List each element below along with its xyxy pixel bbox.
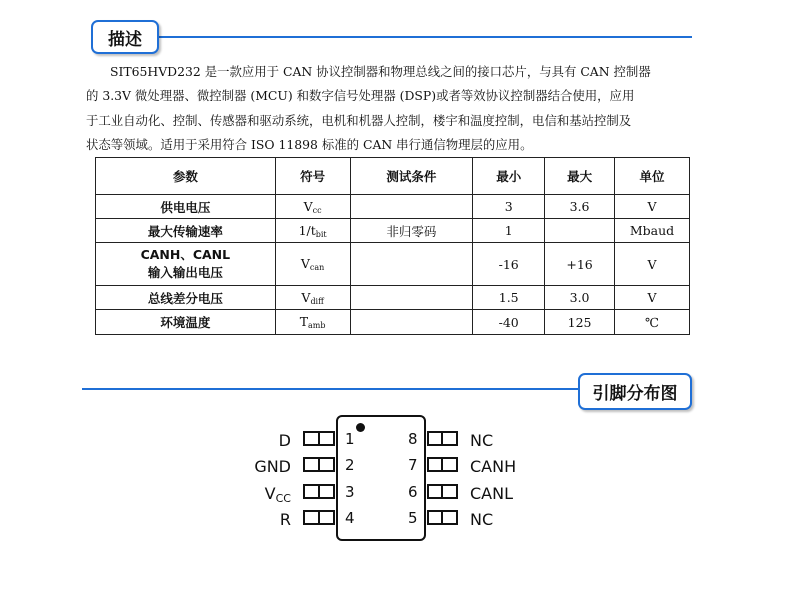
table-row <box>96 310 690 335</box>
param-cell: 总线差分电压 <box>96 286 276 310</box>
param-cell: 环境温度 <box>96 310 276 335</box>
pin-label: CANL <box>470 484 513 503</box>
pin-pad <box>318 457 335 472</box>
table-row <box>96 243 690 286</box>
unit-cell: V <box>615 243 690 286</box>
pin-number: 3 <box>345 483 355 501</box>
condition-cell <box>350 243 473 286</box>
column-header: 最小 <box>473 158 545 195</box>
pin-label: D <box>278 431 291 450</box>
section-title-text: 引脚分布图 <box>592 384 678 404</box>
pin-number: 8 <box>408 430 418 448</box>
table-header-row <box>96 158 690 195</box>
paragraph-line: 于工业自动化、控制、传感器和驱动系统，电机和机器人控制，楼宇和温度控制，电信和基站控制及 <box>86 112 632 128</box>
section-title-description <box>91 20 159 54</box>
max-cell: 3.6 <box>545 195 615 219</box>
pin-label: GND <box>254 457 291 476</box>
min-cell: -40 <box>473 310 545 335</box>
pin-label: R <box>279 510 291 529</box>
max-cell <box>545 219 615 243</box>
max-cell: 125 <box>545 310 615 335</box>
pin-pad <box>441 431 458 446</box>
min-cell: -16 <box>473 243 545 286</box>
table-row <box>96 286 690 310</box>
symbol-cell: $V_{can}$ <box>275 243 350 286</box>
pin-label: NC <box>470 510 494 529</box>
symbol-cell: $V_{cc}$ <box>275 195 350 219</box>
paragraph-line: 的 3.3V 微处理器、微控制器 (MCU) 和数字信号处理器 (DSP)或者等效协议控制器结合使用，应用 <box>86 88 635 104</box>
section-divider-line <box>82 388 578 390</box>
pin-pad <box>441 510 458 525</box>
section-divider-line <box>156 36 692 38</box>
section-title-pinout <box>578 373 692 410</box>
section-title-text: 描述 <box>108 29 142 50</box>
paragraph-line: 状态等领域。适用于采用符合 ISO 11898 标准的 CAN 串行通信物理层的应用。 <box>86 137 533 153</box>
unit-cell: ℃ <box>615 310 690 335</box>
pin-pad <box>318 510 335 525</box>
unit-cell: V <box>615 286 690 310</box>
condition-cell <box>350 195 473 219</box>
param-cell: 供电电压 <box>96 195 276 219</box>
paragraph-line: SIT65HVD232 是一款应用于 CAN 协议控制器和物理总线之间的接口芯片，与具有 CAN 控制器 <box>110 64 651 79</box>
pin-number: 5 <box>408 509 418 527</box>
column-header: 单位 <box>615 158 690 195</box>
condition-cell <box>350 286 473 310</box>
max-cell: +16 <box>545 243 615 286</box>
pin-number: 7 <box>408 456 418 474</box>
min-cell: 3 <box>473 195 545 219</box>
pin-number: 6 <box>408 483 418 501</box>
column-header: 测试条件 <box>350 158 473 195</box>
table-row <box>96 195 690 219</box>
symbol-cell: $T_{amb}$ <box>275 310 350 335</box>
min-cell: 1 <box>473 219 545 243</box>
pin-label: NC <box>470 431 494 450</box>
pin-label: CANH <box>470 457 517 476</box>
min-cell: 1.5 <box>473 286 545 310</box>
pin-number: 1 <box>345 430 355 448</box>
unit-cell: V <box>615 195 690 219</box>
pin-pad <box>441 457 458 472</box>
pin-pad <box>318 484 335 499</box>
pin-number: 4 <box>345 509 355 527</box>
parameters-table <box>95 157 690 335</box>
pin1-marker-dot <box>356 423 365 432</box>
symbol-cell: $1/t_{bit}$ <box>275 219 350 243</box>
pin-pad <box>441 484 458 499</box>
column-header: 符号 <box>275 158 350 195</box>
pin-pad <box>318 431 335 446</box>
description-paragraph <box>86 60 702 158</box>
condition-cell: 非归零码 <box>350 219 473 243</box>
condition-cell <box>350 310 473 335</box>
column-header: 最大 <box>545 158 615 195</box>
max-cell: 3.0 <box>545 286 615 310</box>
unit-cell: Mbaud <box>615 219 690 243</box>
column-header: 参数 <box>96 158 276 195</box>
param-cell: 最大传输速率 <box>96 219 276 243</box>
pin-number: 2 <box>345 456 355 474</box>
pin-label: $V_{CC}$ <box>264 484 291 505</box>
symbol-cell: $V_{diff}$ <box>275 286 350 310</box>
param-cell: CANH、CANL 输入输出电压 <box>96 243 276 286</box>
table-row <box>96 219 690 243</box>
